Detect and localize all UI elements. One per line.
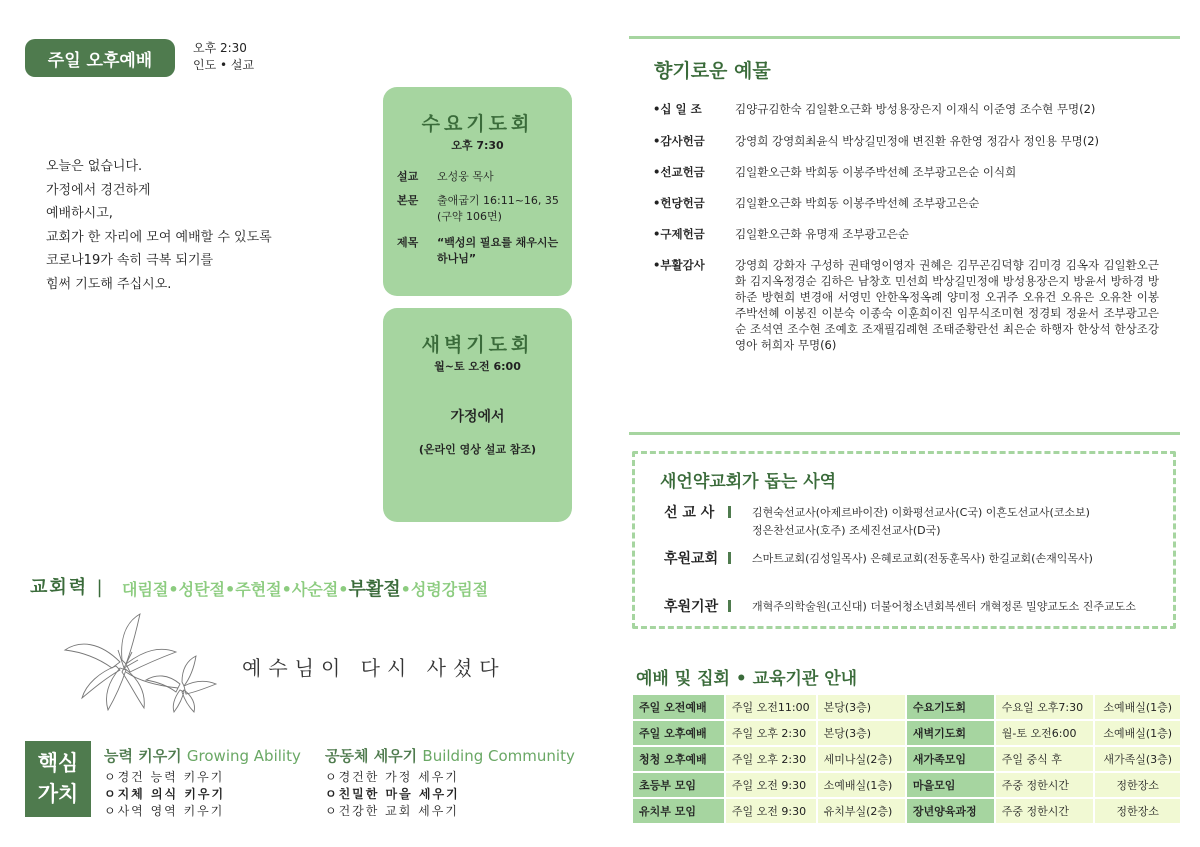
table-row [633, 695, 1180, 719]
afternoon-service-time: 오후 2:30 [193, 41, 247, 55]
table-cell: 주일 오전 9:30 [726, 799, 816, 823]
core-value-group-heading [325, 745, 575, 766]
core-value-group-title-en: Growing Ability [186, 747, 301, 765]
offering-key: •부활감사 [653, 258, 705, 272]
offering-value: 강영희 강영희최윤식 박상길민정애 변진환 유한영 정감사 정인용 무명(2) [735, 134, 1100, 148]
season-epiphany: 주현절 [235, 580, 282, 599]
notice-line: 예배하시고, [46, 206, 113, 221]
row-value: 오성웅 목사 [437, 170, 494, 183]
wednesday-prayer-time: 오후 7:30 [451, 139, 504, 152]
table-cell: 정한장소 [1095, 773, 1180, 797]
core-value-item: ㅇ친밀한 마을 세우기 [325, 787, 460, 801]
core-value-group-title: 공동체 세우기 [325, 747, 418, 765]
season-dot: • [224, 580, 236, 599]
row-value: (구약 106면) [437, 210, 502, 223]
table-cell: 유치부실(2층) [818, 799, 905, 823]
table-cell: 새가족모임 [907, 747, 994, 771]
missions-title: 새언약교회가 돕는 사역 [660, 472, 837, 492]
mission-value: 정은찬선교사(호주) 조세진선교사(D국) [752, 524, 941, 537]
season-pentecost: 성령강림절 [410, 580, 489, 599]
table-row [633, 773, 1180, 797]
mission-bar [728, 552, 731, 564]
table-cell: 정한장소 [1095, 799, 1180, 823]
table-cell: 초등부 모임 [633, 773, 724, 797]
notice-line: 가정에서 경건하게 [46, 182, 151, 198]
afternoon-service-title: 주일 오후예배 [25, 39, 175, 77]
table-cell: 주일 오전 9:30 [726, 773, 816, 797]
season-dot: • [338, 580, 349, 599]
table-cell: 본당(3층) [818, 721, 905, 745]
core-value-item: ㅇ지체 의식 키우기 [104, 787, 226, 801]
core-value-list [104, 769, 301, 820]
table-cell: 소예배실(1층) [1095, 721, 1180, 745]
offerings-title: 향기로운 예물 [654, 60, 771, 82]
season-lent: 사순절 [291, 580, 339, 599]
church-calendar-seasons [122, 575, 488, 601]
dawn-prayer-note: (온라인 영상 설교 참조) [418, 443, 537, 456]
core-value-list [325, 769, 575, 820]
table-row [633, 747, 1180, 771]
schedule-title: 예배 및 집회 • 교육기관 안내 [636, 669, 858, 689]
season-dot: • [168, 580, 179, 599]
table-cell: 주일 중식 후 [996, 747, 1094, 771]
core-value-group-title-en: Building Community [422, 747, 575, 765]
mission-bar [728, 600, 731, 612]
season-easter: 부활절 [348, 579, 401, 600]
offering-value: 김일환오근화 유명재 조부광고은순 [735, 227, 909, 241]
wednesday-prayer-title: 수요기도회 [421, 113, 534, 135]
core-values-badge [25, 741, 91, 817]
afternoon-service-detail: 인도 • 설교 [193, 58, 255, 72]
table-cell: 주중 정한시간 [996, 799, 1094, 823]
afternoon-service-notice [46, 155, 272, 296]
table-cell: 수요기도회 [907, 695, 994, 719]
row-key: 설교 [397, 170, 419, 183]
table-cell: 수요일 오후7:30 [996, 695, 1094, 719]
table-cell: 주일 오후 2:30 [726, 721, 816, 745]
table-cell: 청청 오후예배 [633, 747, 724, 771]
church-calendar-separator: | [96, 577, 105, 598]
offering-key: •구제헌금 [653, 227, 705, 241]
core-value-group-heading [104, 745, 301, 766]
afternoon-service-info [193, 40, 254, 74]
dawn-prayer-card [383, 308, 572, 522]
offering-key: •선교헌금 [653, 165, 705, 179]
table-cell: 마을모임 [907, 773, 994, 797]
core-value-item: ㅇ건강한 교회 세우기 [325, 804, 459, 818]
table-cell: 소예배실(1층) [1095, 695, 1180, 719]
row-value: 하나님” [437, 252, 477, 265]
table-cell: 주일 오후 2:30 [726, 747, 816, 771]
mission-value: 김현숙선교사(아제르바이잔) 이화평선교사(C국) 이흔도선교사(코소보) [752, 506, 1090, 519]
mission-key: 후원교회 [664, 551, 719, 567]
table-cell: 주일 오후예배 [633, 721, 724, 745]
offering-value: 김양규김한숙 김일환오근화 방성용장은지 이재식 이준영 조수현 무명(2) [735, 102, 1096, 116]
dawn-prayer-place: 가정에서 [450, 409, 505, 425]
table-cell: 장년양육과정 [907, 799, 994, 823]
core-value-group-community [325, 745, 575, 820]
offering-value: 김일환오근화 박희동 이봉주박선혜 조부광고은순 [735, 196, 980, 210]
row-value-group [437, 235, 572, 267]
mission-value: 스마트교회(김성일목사) 은혜로교회(전동훈목사) 한길교회(손재익목사) [752, 552, 1093, 565]
table-row [633, 721, 1180, 745]
season-dot: • [281, 580, 292, 599]
mission-value-group [752, 504, 1172, 540]
offering-key: •헌당헌금 [653, 196, 705, 210]
lily-illustration [60, 612, 220, 714]
row-value: “백성의 필요를 채우시는 [437, 236, 559, 249]
notice-line: 코로나19가 속히 극복 되기를 [46, 253, 214, 268]
season-advent: 대림절 [122, 580, 169, 599]
core-value-group-ability [104, 745, 301, 820]
notice-line: 오늘은 없습니다. [46, 159, 143, 174]
dawn-prayer-title: 새벽기도회 [421, 334, 534, 356]
table-cell: 세미나실(2층) [818, 747, 905, 771]
church-calendar-title: 교회력 [30, 577, 89, 598]
table-cell: 소예배실(1층) [818, 773, 905, 797]
core-value-item: ㅇ사역 영역 키우기 [104, 804, 225, 818]
mission-key: 후원기관 [664, 599, 719, 615]
top-divider [629, 36, 1180, 39]
middle-divider [629, 432, 1180, 435]
table-cell: 주일 오전11:00 [726, 695, 816, 719]
table-cell: 월-토 오전6:00 [996, 721, 1094, 745]
table-cell: 주일 오전예배 [633, 695, 724, 719]
schedule-table [631, 693, 1182, 825]
row-value-group [437, 193, 572, 225]
table-row [633, 799, 1180, 823]
core-values-title-line: 핵심 [37, 751, 79, 775]
table-cell: 본당(3층) [818, 695, 905, 719]
table-cell: 유치부 모임 [633, 799, 724, 823]
table-cell: 새가족실(3층) [1095, 747, 1180, 771]
row-value: 출애굽기 16:11~16, 35 [437, 194, 559, 207]
season-dot: • [400, 580, 411, 599]
core-value-group-title: 능력 키우기 [104, 747, 182, 765]
mission-bar [728, 506, 731, 518]
core-values-title-line: 가치 [37, 782, 79, 806]
dawn-prayer-time: 월~토 오전 6:00 [434, 360, 521, 373]
row-key: 본문 [397, 194, 419, 207]
notice-line: 힘써 기도해 주십시오. [46, 276, 172, 292]
mission-value: 개혁주의학술원(고신대) 더불어청소년회복센터 개혁정론 밀양교도소 진주교도소 [752, 600, 1136, 613]
offering-value: 강영희 강화자 구성하 권태영이영자 권혜은 김무곤김덕향 김미경 김옥자 김일환오근화 김지옥정경순 김하은 남창호 민선희 박상길민정애 방성용장은지 방윤서 방하경 방하준 방현희 변경애 서영민 안한옥정옥례 양미정 오귀주 오유건 오유은 오유찬 이봉주박선혜 이봉진 이분숙 이종숙 이훈희이진 임무식조미현 정경퇴 정윤서 조부광고은순 조석연 조수현 조예호 조재필김례현 조태준황란선 최은순 하행자 한상석 한상조강영아 허희자 무명(6) [735, 258, 1159, 352]
mission-key: 선 교 사 [664, 505, 715, 521]
table-cell: 새벽기도회 [907, 721, 994, 745]
offering-value: 김일환오근화 박희동 이봉주박선혜 조부광고은순 이식희 [735, 165, 1017, 179]
row-key: 제목 [397, 236, 419, 249]
offering-key: •감사헌금 [653, 134, 705, 148]
notice-line: 교회가 한 자리에 모여 예배할 수 있도록 [46, 229, 272, 245]
season-christmas: 성탄절 [178, 580, 225, 599]
core-value-item: ㅇ경건 능력 키우기 [104, 770, 225, 784]
table-cell: 주중 정한시간 [996, 773, 1094, 797]
church-calendar-label [30, 573, 105, 599]
wednesday-prayer-card [383, 87, 572, 296]
easter-message: 예수님이 다시 사셨다 [242, 656, 506, 680]
core-value-item: ㅇ경건한 가정 세우기 [325, 770, 459, 784]
offering-key: •십 일 조 [653, 102, 702, 116]
